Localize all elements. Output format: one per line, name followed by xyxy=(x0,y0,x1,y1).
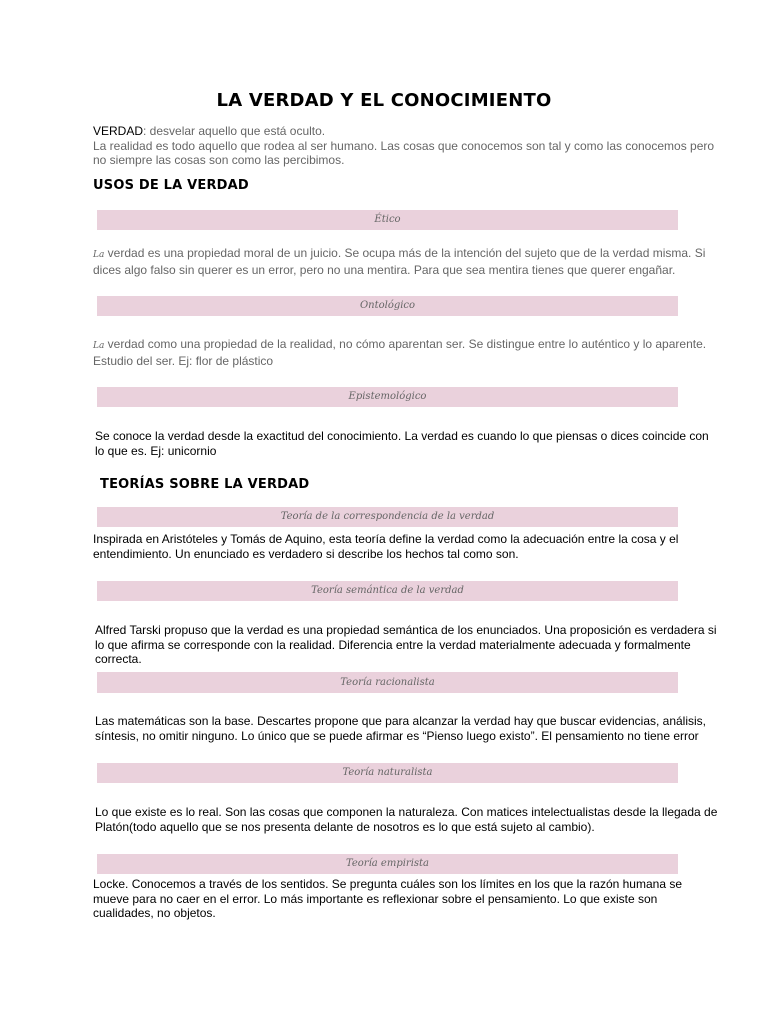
uso-etico-text xyxy=(93,246,718,277)
uso-etico-band: Ético xyxy=(97,210,678,230)
lead-word: La xyxy=(93,250,105,260)
uso-ontologico-text xyxy=(93,337,718,368)
teoria-racionalista-text: Las matemáticas son la base. Descartes propone que para alcanzar la verdad hay que buscar evidencias, análisis, síntesis, no omitir ninguno. Lo único que se puede afirmar es “Pienso luego existo”. El pensamiento no tiene error xyxy=(95,714,707,743)
lead-word: La xyxy=(93,341,105,351)
teoria-correspondencia-text: Inspirada en Aristóteles y Tomás de Aquino, esta teoría define la verdad como la adecuación entre la cosa y el entendimiento. Un enunciado es verdadero si describe los hechos tal como son. xyxy=(93,532,679,561)
teoria-semantica-band: Teoría semántica de la verdad xyxy=(97,581,678,601)
usos-heading: USOS DE LA VERDAD xyxy=(93,178,249,193)
teoria-naturalista-band: Teoría naturalista xyxy=(97,763,678,783)
paragraph-text: verdad como una propiedad de la realidad, no cómo aparentan ser. Se distingue entre lo auténtico y lo aparente. Estudio del ser. Ej: flor de plástico xyxy=(93,337,707,368)
paragraph-text: verdad es una propiedad moral de un juicio. Se ocupa más de la intención del sujeto que de la verdad misma. Si dices algo falso sin querer es un error, pero no una mentira. Para que sea mentira tienes que querer engañar. xyxy=(93,246,706,277)
teoria-correspondencia-band: Teoría de la correspondencia de la verdad xyxy=(97,507,678,527)
intro-term: VERDAD xyxy=(93,124,144,138)
teoria-empirista-text: Locke. Conocemos a través de los sentidos. Se pregunta cuáles son los límites en los que la razón humana se mueve para no caer en el error. Lo más importante es reflexionar sobre el pensamiento. Lo que existe son cualidades, no objetos. xyxy=(93,877,683,920)
teoria-semantica-text: Alfred Tarski propuso que la verdad es una propiedad semántica de los enunciados. Una proposición es verdadera si lo que afirma se corresponde con la realidad. Diferencia entre la verdad materialmente adecuada y formalmente correcta. xyxy=(95,623,717,666)
intro-text: La realidad es todo aquello que rodea al ser humano. Las cosas que conocemos son tal y como las conocemos pero no siempre las cosas son como las percibimos. xyxy=(93,138,715,167)
teoria-naturalista-text: Lo que existe es lo real. Son las cosas que componen la naturaleza. Con matices intelectualistas desde la llegada de Platón(todo aquello que se nos presenta delante de nosotros es lo que está sujeto al cambio). xyxy=(95,805,718,834)
uso-epistemologico-band: Epistemológico xyxy=(97,387,678,407)
intro-definition: : desvelar aquello que está oculto. xyxy=(143,124,326,138)
page-title: LA VERDAD Y EL CONOCIMIENTO xyxy=(216,90,552,111)
intro-block xyxy=(93,124,723,168)
teoria-racionalista-band: Teoría racionalista xyxy=(97,672,678,693)
uso-ontologico-band: Ontológico xyxy=(97,296,678,316)
teorias-heading: TEORÍAS SOBRE LA VERDAD xyxy=(100,477,310,492)
teoria-empirista-band: Teoría empirista xyxy=(97,854,678,874)
uso-epistemologico-text: Se conoce la verdad desde la exactitud del conocimiento. La verdad es cuando lo que piensas o dices coincide con lo que es. Ej: unicornio xyxy=(95,429,709,458)
